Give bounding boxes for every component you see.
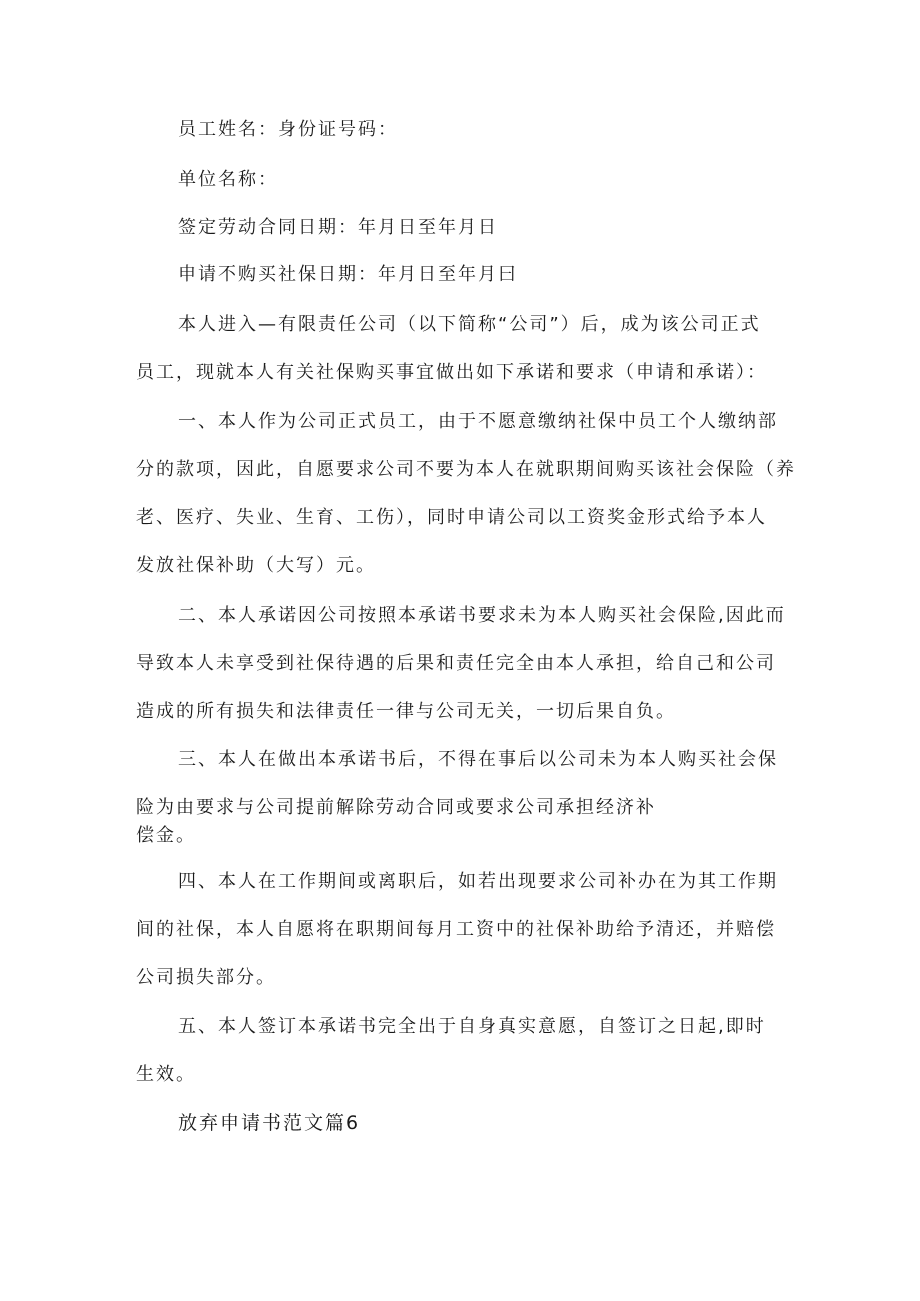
no-insurance-date-field: 申请不购买社保日期：年月日至年月曰 (178, 264, 518, 285)
contract-date-field: 签定劳动合同日期：年月日至年月日 (178, 217, 498, 238)
clause-4-line-1: 四、本人在工作期间或离职后，如若出现要求公司补办在为其工作期 (178, 871, 778, 892)
clause-5-line-1: 五、本人签订本承诺书完全出于自身真实意愿，自签订之日起,即时 (178, 1016, 766, 1037)
clause-1-line-3: 老、医疗、失业、生育、工伤），同时申请公司以工资奖金形式给予本人 (136, 507, 767, 528)
clause-2-line-3: 造成的所有损失和法律责任一律与公司无关，一切后果自负。 (136, 701, 676, 722)
clause-2-line-1: 二、本人承诺因公司按照本承诺书要求未为本人购买社会保险,因此而 (178, 605, 786, 626)
intro-line-1: 本人进入—有限责任公司（以下简称“公司”）后，成为该公司正式 (178, 314, 761, 335)
clause-3-line-1: 三、本人在做出本承诺书后，不得在事后以公司未为本人购买社会保 (178, 749, 778, 770)
clause-1-line-1: 一、本人作为公司正式员工，由于不愿意缴纳社保中员工个人缴纳部 (178, 411, 778, 432)
clause-5-line-2: 生效。 (136, 1064, 196, 1085)
intro-line-2: 员工，现就本人有关社保购买事宜做出如下承诺和要求（申请和承诺）： (136, 362, 767, 383)
clause-3-line-2: 险为由要求与公司提前解除劳动合同或要求公司承担经济补 (136, 797, 656, 818)
company-name-field: 单位名称： (178, 169, 278, 190)
clause-3-line-3: 偿金。 (136, 825, 196, 846)
employee-name-id-field: 员工姓名：身份证号码： (178, 119, 398, 140)
clause-4-line-3: 公司损失部分。 (136, 967, 276, 988)
clause-4-line-2: 间的社保，本人自愿将在职期间每月工资中的社保补助给予清还，并赔偿 (136, 919, 776, 940)
clause-2-line-2: 导致本人未享受到社保待遇的后果和责任完全由本人承担，给自己和公司 (136, 653, 776, 674)
next-section-heading: 放弃申请书范文篇6 (178, 1112, 361, 1134)
clause-1-line-2: 分的款项，因此，自愿要求公司不要为本人在就职期间购买该社会保险（养 (136, 459, 796, 480)
clause-1-line-4: 发放社保补助（大写）元。 (136, 555, 376, 576)
